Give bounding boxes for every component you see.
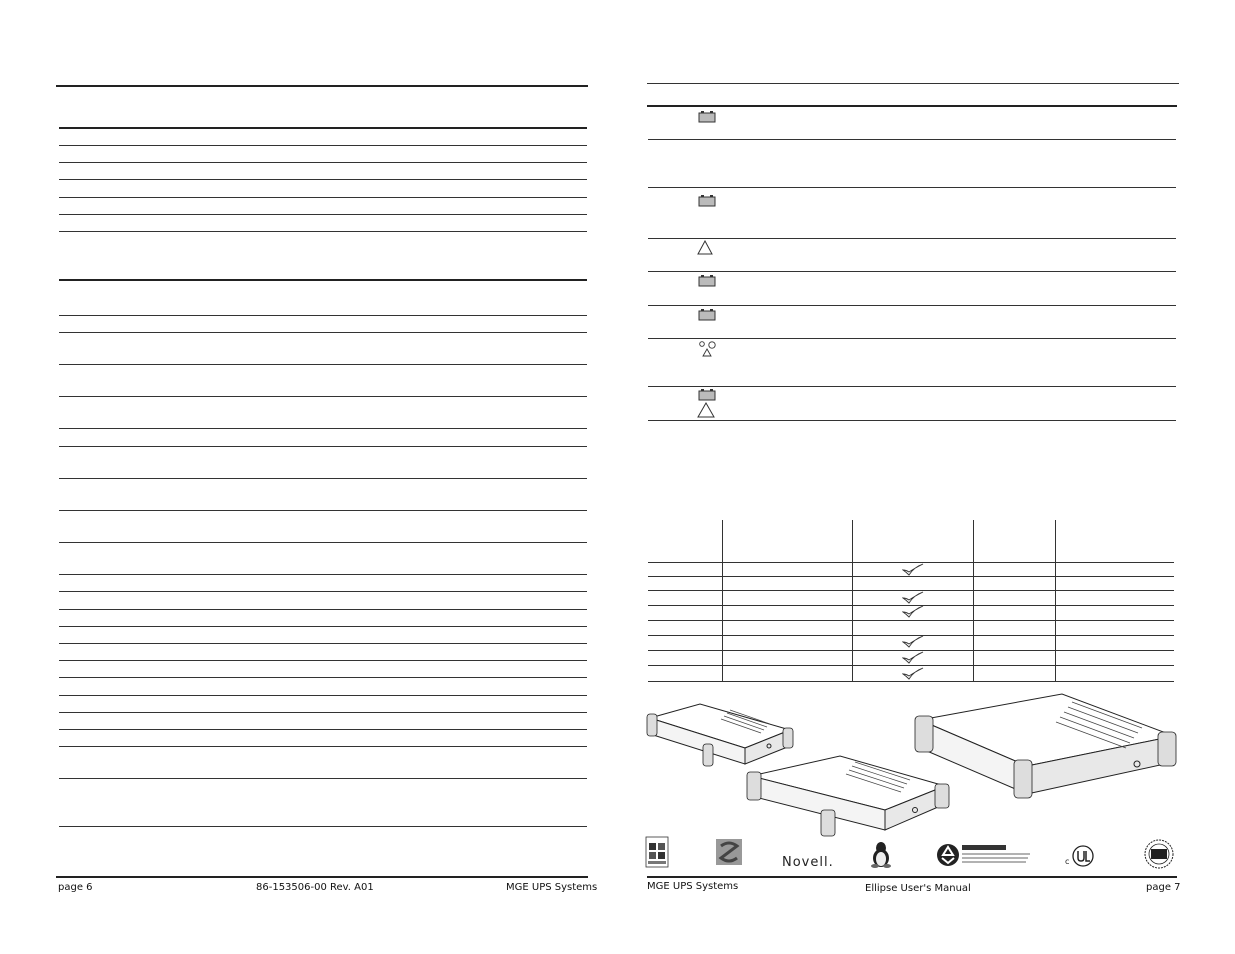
right-footer-rule — [647, 876, 1177, 878]
right-manual-title: Ellipse User's Manual — [865, 883, 971, 894]
fault-symbols-icon — [698, 340, 718, 358]
right-page-number: page 7 — [1146, 882, 1181, 893]
battery-icon — [698, 274, 716, 287]
table-row-rule — [59, 396, 587, 397]
checkmark-icon — [902, 563, 924, 577]
table-row-rule — [59, 591, 587, 592]
left-footer-rule — [56, 876, 588, 878]
grid-row-rule — [648, 620, 1174, 621]
table-row-rule — [648, 386, 1176, 387]
table-row-rule — [59, 315, 587, 316]
table-row-rule — [59, 695, 587, 696]
table-row-rule — [59, 660, 587, 661]
recycle-icon — [936, 843, 960, 867]
left-company: MGE UPS Systems — [506, 882, 598, 893]
grid-row-rule — [648, 665, 1174, 666]
battery-icon — [698, 194, 716, 207]
right-top-rule — [647, 83, 1179, 84]
table-row-rule — [59, 729, 587, 730]
table-row-rule — [59, 746, 587, 747]
table-row-rule — [648, 305, 1176, 306]
grid-column-rule — [852, 520, 853, 681]
table-row-rule — [648, 187, 1176, 188]
warning-triangle-icon — [697, 240, 713, 255]
checkmark-icon — [902, 667, 924, 681]
table-row-rule — [59, 197, 587, 198]
table-row-rule — [59, 778, 587, 779]
table-row-rule — [59, 364, 587, 365]
grid-column-rule — [1055, 520, 1056, 681]
table-row-rule — [59, 510, 587, 511]
table-row-rule — [648, 420, 1176, 421]
table-row-rule — [59, 609, 587, 610]
table-row-rule — [59, 332, 587, 333]
left-doc-number: 86-153506-00 Rev. A01 — [256, 882, 374, 893]
table-row-rule — [59, 626, 587, 627]
battery-icon — [698, 388, 716, 401]
sco-logo — [715, 838, 743, 866]
table-row-rule — [59, 712, 587, 713]
table-row-rule — [59, 179, 587, 180]
table-row-rule — [648, 271, 1176, 272]
table-row-rule — [59, 446, 587, 447]
warning-triangle-icon — [697, 402, 715, 418]
battery-icon — [698, 110, 716, 123]
table-row-rule — [648, 338, 1176, 339]
ups-device-image — [912, 690, 1180, 804]
table-row-rule — [59, 428, 587, 429]
table-row-rule — [648, 238, 1176, 239]
table-row-rule — [59, 677, 587, 678]
ul-listed-logo — [1064, 844, 1096, 868]
table-row-rule — [59, 162, 587, 163]
battery-icon — [698, 308, 716, 321]
mge-green-sweep-logo — [962, 845, 1032, 867]
grid-column-rule — [973, 520, 974, 681]
table-row-rule — [59, 826, 587, 827]
table-row-rule — [59, 478, 587, 479]
table-row-rule — [648, 139, 1176, 140]
table-row-rule — [59, 145, 587, 146]
linux-tux-logo — [870, 840, 892, 868]
left-page-number: page 6 — [58, 882, 93, 893]
iso-9001-logo — [1143, 838, 1175, 870]
checkmark-icon — [902, 635, 924, 649]
left-top-rule — [56, 85, 588, 87]
table-row-rule — [59, 127, 587, 129]
checkmark-icon — [902, 591, 924, 605]
checkmark-icon — [902, 605, 924, 619]
table-row-rule — [59, 542, 587, 543]
grid-column-rule — [722, 520, 723, 681]
table-row-rule — [59, 231, 587, 232]
table-row-rule — [59, 279, 587, 281]
right-company: MGE UPS Systems — [647, 881, 739, 892]
table-row-rule — [59, 574, 587, 575]
right-table-top-rule — [647, 105, 1177, 107]
checkmark-icon — [902, 651, 924, 665]
grid-row-rule — [648, 681, 1174, 682]
table-row-rule — [59, 214, 587, 215]
novell-logo: Novell. — [782, 855, 834, 870]
svg-text:c: c — [1065, 857, 1070, 866]
windows-compatible-logo — [645, 836, 669, 868]
table-row-rule — [59, 643, 587, 644]
